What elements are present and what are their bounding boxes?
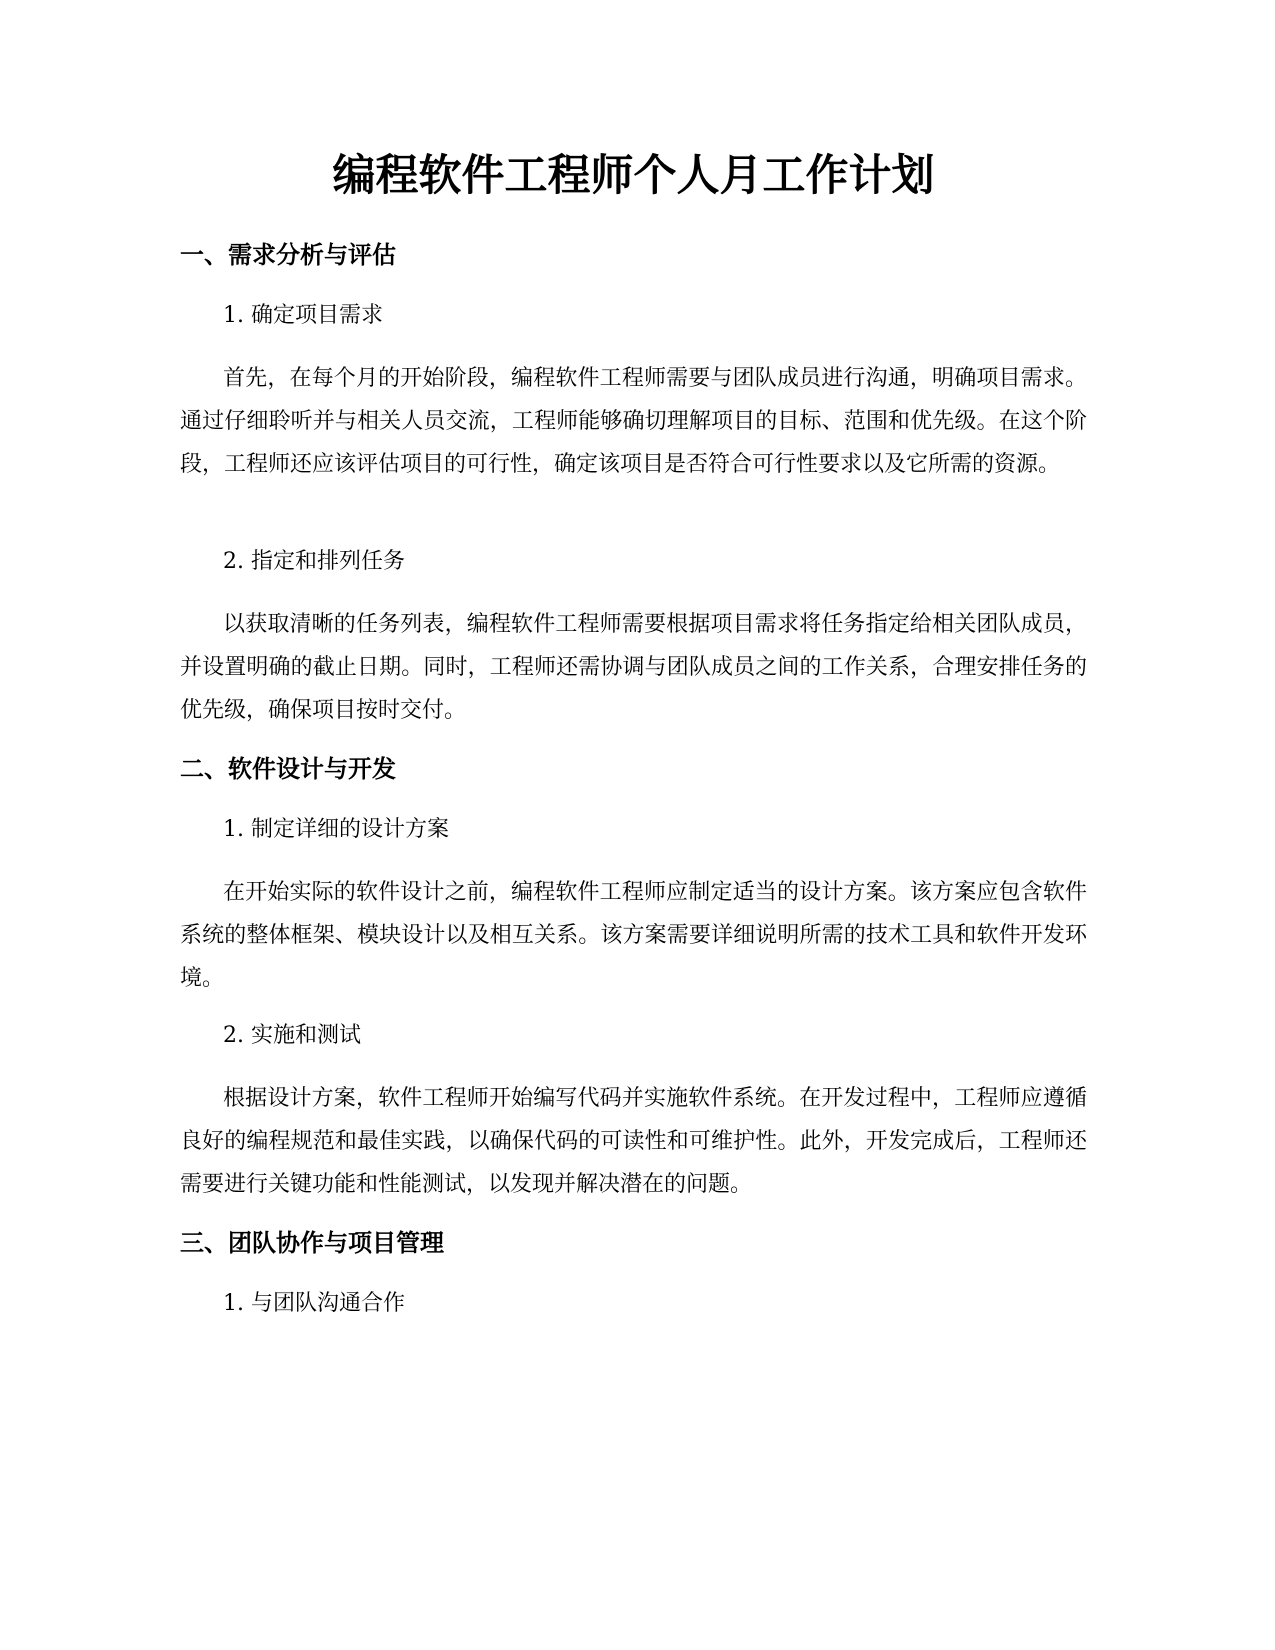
subheading-define-requirements: 1. 确定项目需求 bbox=[223, 303, 383, 328]
paragraph-implement-test: 根据设计方案，软件工程师开始编写代码并实施软件系统。在开发过程中，工程师应遵循良好的编程规范和最佳实践，以确保代码的可读性和可维护性。此外，开发完成后，工程师还需要进行关键功能和性能测试，以发现并解决潜在的问题。 bbox=[180, 1086, 1087, 1197]
paragraph-define-requirements: 首先，在每个月的开始阶段，编程软件工程师需要与团队成员进行沟通，明确项目需求。通过仔细聆听并与相关人员交流，工程师能够确切理解项目的目标、范围和优先级。在这个阶段，工程师还应该评估项目的可行性，确定该项目是否符合可行性要求以及它所需的资源。 bbox=[180, 366, 1087, 477]
subheading-design-plan: 1. 制定详细的设计方案 bbox=[223, 817, 449, 842]
document-title: 编程软件工程师个人月工作计划 bbox=[332, 151, 935, 201]
paragraph-assign-tasks: 以获取清晰的任务列表，编程软件工程师需要根据项目需求将任务指定给相关团队成员，并设置明确的截止日期。同时，工程师还需协调与团队成员之间的工作关系，合理安排任务的优先级，确保项目按时交付。 bbox=[180, 612, 1087, 723]
paragraph-design-plan: 在开始实际的软件设计之前，编程软件工程师应制定适当的设计方案。该方案应包含软件系统的整体框架、模块设计以及相互关系。该方案需要详细说明所需的技术工具和软件开发环境。 bbox=[180, 880, 1087, 991]
section-heading-requirements: 一、需求分析与评估 bbox=[180, 241, 396, 269]
subheading-assign-tasks: 2. 指定和排列任务 bbox=[223, 549, 405, 574]
section-heading-teamwork: 三、团队协作与项目管理 bbox=[180, 1229, 444, 1257]
document-page bbox=[180, 0, 1087, 1650]
subheading-team-communication: 1. 与团队沟通合作 bbox=[223, 1291, 405, 1316]
subheading-implement-test: 2. 实施和测试 bbox=[223, 1023, 361, 1048]
section-heading-design-development: 二、软件设计与开发 bbox=[180, 755, 396, 783]
